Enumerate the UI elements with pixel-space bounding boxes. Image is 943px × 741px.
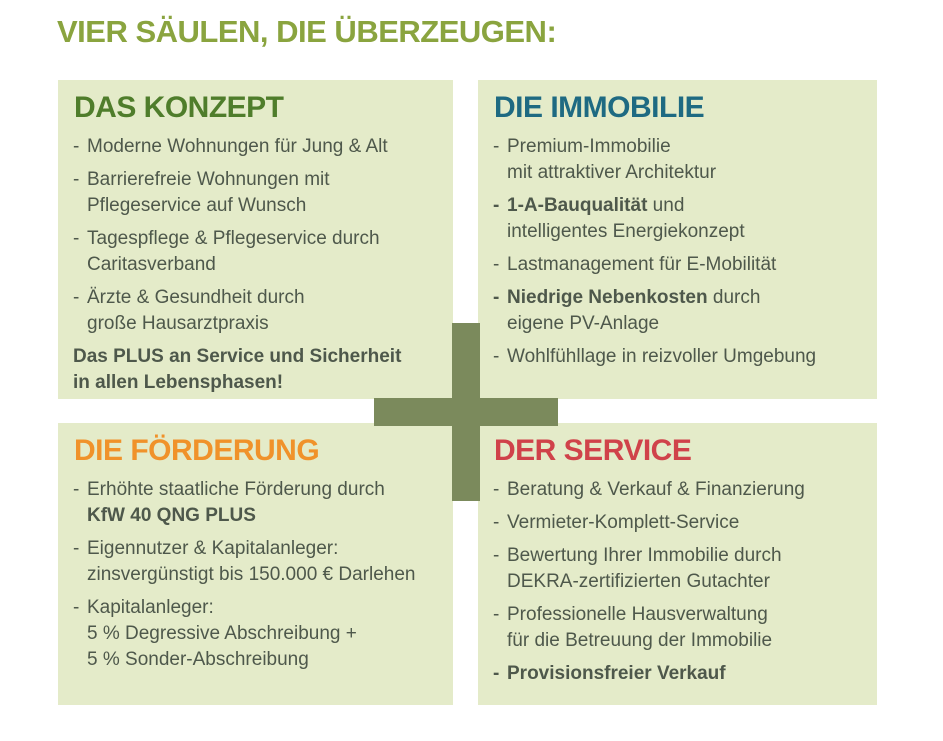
panel-heading-die-foerderung: DIE FÖRDERUNG: [74, 434, 320, 467]
list-item: [73, 226, 441, 278]
list-item-text: Moderne Wohnungen für Jung & Alt: [87, 136, 388, 157]
dash-bullet: -: [73, 597, 80, 618]
panel-heading-der-service: DER SERVICE: [494, 434, 692, 467]
dash-bullet: -: [493, 287, 500, 308]
list-item-text: Vermieter-Komplett-Service: [507, 512, 740, 533]
dash-bullet: -: [493, 479, 500, 500]
dash-bullet: -: [493, 195, 500, 216]
list-item: [493, 510, 865, 536]
list-item-text: Eigennutzer & Kapitalanleger: zinsvergünstigt bis 150.000 € Darlehen: [87, 538, 416, 585]
dash-bullet: -: [493, 604, 500, 625]
list-item: [73, 167, 441, 219]
dash-bullet: -: [493, 512, 500, 533]
list-item: [493, 134, 865, 186]
list-item: [493, 344, 865, 370]
list-item: [493, 602, 865, 654]
panel-heading-die-immobilie: DIE IMMOBILIE: [494, 91, 705, 124]
list-item-text: Das PLUS an Service und Sicherheit in allen Lebensphasen!: [73, 346, 402, 393]
panel-die-foerderung: [58, 423, 453, 705]
list-item-text: Lastmanagement für E-Mobilität: [507, 254, 777, 275]
list-item: [493, 543, 865, 595]
list-item: [493, 285, 865, 337]
list-item-text: Premium-Immobilie mit attraktiver Architektur: [507, 136, 717, 183]
list-item: [73, 536, 441, 588]
list-item: [73, 344, 441, 396]
list-item-text: Barrierefreie Wohnungen mit Pflegeservice auf Wunsch: [87, 169, 330, 216]
dash-bullet: -: [73, 136, 80, 157]
list-item-text: Ärzte & Gesundheit durch große Hausarztpraxis: [87, 287, 305, 334]
list-item: [73, 595, 441, 673]
panel-items: [73, 134, 441, 396]
dash-bullet: -: [73, 169, 80, 190]
dash-bullet: -: [73, 538, 80, 559]
plus-vertical-bar: [452, 323, 480, 501]
list-item-text: Niedrige Nebenkosten durch eigene PV-Anlage: [507, 287, 761, 334]
dash-bullet: -: [493, 254, 500, 275]
dash-bullet: -: [493, 545, 500, 566]
dash-bullet: -: [493, 663, 500, 684]
list-item: [493, 252, 865, 278]
list-item-text: Kapitalanleger: 5 % Degressive Abschreibung + 5 % Sonder-Abschreibung: [87, 597, 357, 670]
list-item-text: Provisionsfreier Verkauf: [507, 663, 726, 684]
panel-items: [73, 477, 441, 673]
list-item: [73, 285, 441, 337]
list-item: [493, 477, 865, 503]
list-item: [73, 477, 441, 529]
dash-bullet: -: [493, 346, 500, 367]
list-item: [493, 661, 865, 687]
panel-items: [493, 134, 865, 370]
dash-bullet: -: [73, 287, 80, 308]
list-item-text: Bewertung Ihrer Immobilie durch DEKRA-zertifizierten Gutachter: [507, 545, 782, 592]
list-item-text: Beratung & Verkauf & Finanzierung: [507, 479, 805, 500]
dash-bullet: -: [73, 228, 80, 249]
panel-heading-das-konzept: DAS KONZEPT: [74, 91, 284, 124]
panel-items: [493, 477, 865, 687]
panel-das-konzept: [58, 80, 453, 399]
dash-bullet: -: [73, 479, 80, 500]
list-item: [493, 193, 865, 245]
list-item-text: Wohlfühllage in reizvoller Umgebung: [507, 346, 817, 367]
page-title: VIER SÄULEN, DIE ÜBERZEUGEN:: [57, 14, 557, 49]
dash-bullet: -: [493, 136, 500, 157]
list-item-text: Professionelle Hausverwaltung für die Betreuung der Immobilie: [507, 604, 773, 651]
plus-horizontal-bar: [374, 398, 558, 426]
list-item-text: Erhöhte staatliche Förderung durch KfW 40 QNG PLUS: [87, 479, 385, 526]
list-item: [73, 134, 441, 160]
list-item-text: 1-A-Bauqualität und intelligentes Energiekonzept: [507, 195, 745, 242]
panel-die-immobilie: [478, 80, 877, 399]
panel-der-service: [478, 423, 877, 705]
list-item-text: Tagespflege & Pflegeservice durch Caritasverband: [87, 228, 380, 275]
